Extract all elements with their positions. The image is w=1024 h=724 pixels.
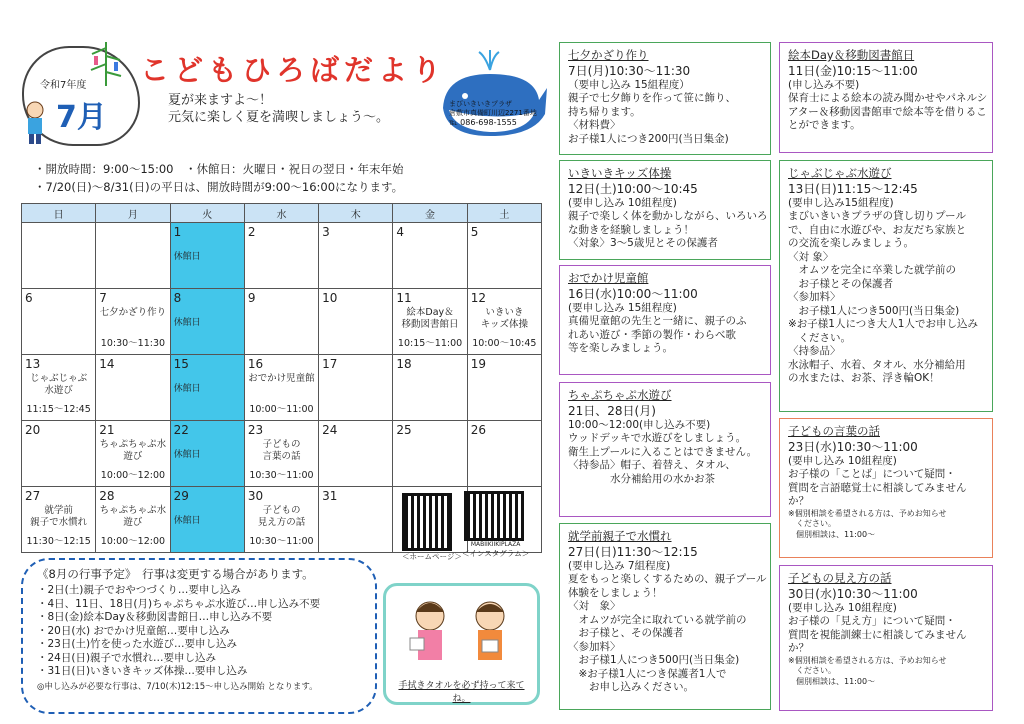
greeting: 夏が来ますよ～！ 元気に楽しく夏を満喫しましょう～。 [168, 93, 390, 125]
august-item: ・2日(土)親子でおやつづくり…要申し込み [37, 584, 241, 596]
event-time: 13日(日)11:15～12:45 [788, 182, 918, 196]
day-number: 28 [99, 489, 115, 503]
calendar-day [22, 223, 96, 289]
day-event-time: 10:15～11:00 [397, 338, 463, 349]
event-line: 体験をしましょう！ [568, 586, 663, 599]
calendar-day [467, 289, 541, 355]
event-line: (要申し込み15組程度) [788, 196, 894, 209]
day-number: 24 [322, 423, 338, 437]
day-number: 23 [247, 423, 264, 437]
calendar-day [244, 487, 318, 553]
event-line: (要申し込み 7組程度) [568, 559, 671, 572]
event-time: 12日(土)10:00～10:45 [568, 182, 698, 196]
event-line: ウッドデッキで水遊びをしましょう。 [568, 432, 747, 444]
event-time: 30日(水)10:30～11:00 [788, 587, 918, 601]
event-title: 七夕かざり作り [568, 48, 649, 62]
event-note: 個別相談は、11:00～ [788, 529, 876, 539]
day-number: 2 [247, 225, 256, 239]
event-line: 親子で七夕飾りを作って笹に飾り、 [568, 92, 736, 104]
day-event: ちゃぷちゃぷ水遊び [99, 505, 167, 528]
calendar-day [22, 289, 96, 355]
day-number: 1 [173, 225, 182, 239]
august-item: ・31日(日)いきいきキッズ体操…要申し込み [37, 665, 248, 677]
event-note: ※個別相談を希望される方は、予めお知らせ [788, 508, 947, 518]
event-line: (要申し込み 15組程度) [568, 301, 677, 314]
august-item: ・20日(水) おでかけ児童館…要申し込み [37, 624, 230, 637]
august-item: ・4日、11日、18日(月)ちゃぷちゃぷ水遊び…申し込み不要 [37, 597, 321, 610]
august-schedule [21, 558, 377, 714]
qr-code-icon [464, 491, 524, 541]
august-heading: 《8月の行事予定》 行事は変更する場合があります。 [37, 567, 314, 581]
event-line: (要申し込み 10組程度) [568, 196, 677, 209]
day-number: 6 [25, 291, 33, 305]
day-number: 29 [173, 489, 189, 503]
event-line: 〈参加料〉 [568, 640, 621, 653]
event-line: お申し込みください。 [568, 681, 694, 693]
event-tanabata [559, 42, 771, 155]
day-number: 3 [322, 225, 330, 239]
event-line: ※お子様1人につき保護者1人で [568, 667, 727, 680]
homepage-qr[interactable]: ＜ホームページ＞ [402, 493, 462, 562]
event-line: 親子で楽しく体を動かしながら、いろいろ [568, 210, 768, 222]
day-event: いきいき キッズ体操 [480, 307, 528, 330]
calendar-day [170, 289, 244, 355]
weekday-header: 火 [170, 204, 244, 223]
calendar-day [22, 421, 96, 487]
weekday-header: 木 [319, 204, 393, 223]
day-event: じゃぶじゃぶ 水遊び [30, 373, 88, 396]
closed-label: 休館日 [173, 252, 201, 262]
calendar-day [467, 223, 541, 289]
calendar-day [170, 223, 244, 289]
day-number: 9 [247, 291, 256, 305]
event-odekake [559, 265, 771, 375]
event-title: 就学前親子で水慣れ [568, 529, 672, 543]
day-number: 11 [396, 291, 412, 305]
event-note: 個別相談は、11:00～ [788, 676, 876, 686]
event-line: お子様1人につき500円(当日集金) [568, 654, 740, 666]
august-item: ・24日(日)親子で水慣れ…要申し込み [37, 651, 217, 664]
event-line: で、自由に水遊びや、お友だち家族と [788, 223, 967, 236]
event-line: アター＆移動図書館車で絵本等を借りるこ [788, 105, 987, 118]
event-line: 水分補給用の水かお茶 [568, 472, 715, 485]
calendar-day [393, 223, 467, 289]
day-event-time: 10:30～11:30 [100, 338, 166, 349]
calendar-day [393, 421, 467, 487]
calendar-day [319, 487, 393, 553]
closed-label: 休館日 [173, 384, 201, 394]
event-jabu [779, 160, 993, 412]
event-line: (要申し込み 10組程度) [788, 601, 897, 614]
event-line: れあい遊び・季節の製作・わらべ歌 [568, 328, 736, 341]
day-event-time: 11:30～12:15 [26, 536, 91, 547]
event-line: 保育士による絵本の読み聞かせやパネルシ [788, 92, 988, 104]
whale-icon [435, 48, 550, 143]
event-time: 27日(日)11:30～12:15 [568, 545, 698, 559]
event-line: オムツを完全に卒業した就学前の [788, 264, 956, 276]
event-chapu [559, 382, 771, 517]
event-note: ください。 [788, 519, 836, 528]
event-title: 子どもの見え方の話 [788, 571, 892, 585]
event-title: 子どもの言葉の話 [788, 424, 880, 438]
event-note: ※個別相談を希望される方は、予めお知らせ [788, 655, 947, 665]
calendar-day [244, 223, 318, 289]
children-towel-icon [388, 590, 538, 676]
weekday-header: 水 [244, 204, 318, 223]
calendar-day [393, 355, 467, 421]
closed-label: 休館日 [173, 318, 201, 328]
event-line: ※お子様1人につき大人1人でお申し込み [788, 318, 978, 330]
event-title: じゃぶじゃぶ水遊び [788, 166, 892, 180]
day-event: ちゃぷちゃぷ水遊び [99, 439, 167, 462]
event-time: 7日(月)10:30～11:30 [568, 64, 691, 78]
weekday-header: 月 [96, 204, 170, 223]
day-number: 20 [25, 423, 41, 437]
day-number: 4 [396, 225, 405, 239]
event-line: 〈材料費〉 [568, 119, 621, 131]
event-ehon [779, 42, 993, 153]
event-line: か？ [788, 642, 809, 654]
calendar-day [319, 355, 393, 421]
day-number: 8 [173, 291, 182, 305]
calendar-day [319, 421, 393, 487]
event-time: 11日(金)10:15～11:00 [788, 64, 918, 78]
day-number: 27 [25, 489, 41, 503]
august-note: ◎申し込みが必要な行事は、7/10(木)12:15～申し込み開始 となります。 [37, 681, 318, 692]
calendar-day [170, 487, 244, 553]
event-line: 〈持参品〉 [788, 345, 841, 357]
event-line: 衛生上プールに入ることはできません。 [568, 445, 758, 458]
event-kotoba [779, 418, 993, 558]
event-line: (要申し込み 10組程度) [788, 454, 897, 467]
day-number: 21 [99, 423, 115, 437]
calendar-day [96, 421, 170, 487]
closed-label: 休館日 [173, 450, 201, 460]
event-line: お子様の「ことば」について疑問・ [788, 468, 956, 480]
calendar-day [96, 289, 170, 355]
event-line: お子様1人につき500円(当日集金) [788, 304, 960, 317]
event-line: 質問を言語聴覚士に相談してみません [788, 481, 967, 494]
event-title: いきいきキッズ体操 [568, 166, 672, 180]
calendar-day [393, 289, 467, 355]
event-line: お子様1人につき200円(当日集金) [568, 132, 729, 145]
event-line: 等を楽しみましょう。 [568, 342, 673, 354]
child-illustration-icon [22, 100, 48, 146]
event-note: ください。 [788, 666, 836, 675]
day-event-time: 10:00～10:45 [472, 338, 537, 349]
event-time: 21日、28日(月) [568, 404, 656, 418]
event-time: 16日(水)10:00～11:00 [568, 287, 698, 301]
page-title: こどもひろばだより [140, 53, 447, 87]
day-number: 25 [396, 423, 412, 437]
instagram-qr[interactable]: MABIIKIIKIPLAZA ＜インスタグラム＞ [462, 491, 529, 559]
day-number: 17 [322, 357, 338, 371]
day-number: 7 [99, 291, 107, 305]
event-line: （要申し込み 15組程度） [568, 78, 690, 91]
day-number: 16 [247, 357, 264, 371]
weekday-header: 土 [467, 204, 541, 223]
event-line: 質問を視能訓練士に相談してみません [788, 628, 967, 641]
day-event-time: 10:00～12:00 [100, 470, 166, 481]
weekday-header: 金 [393, 204, 467, 223]
day-event: 就学前 親子で水慣れ [30, 505, 88, 528]
event-line: まびいきいきプラザの貸し切りプール [788, 210, 966, 222]
calendar-day [96, 355, 170, 421]
day-number: 13 [25, 357, 41, 371]
calendar-day [170, 421, 244, 487]
event-line: お子様と、その保護者 [568, 627, 684, 639]
day-number: 26 [470, 423, 486, 437]
event-line: 10:00～12:00(申し込み不要) [568, 418, 711, 431]
day-event: 子どもの 見え方の話 [257, 505, 306, 528]
calendar-day [244, 355, 318, 421]
day-number: 30 [247, 489, 264, 503]
event-line: の水または、お茶、浮き輪OK！ [788, 372, 940, 384]
event-line: 真備児童館の先生と一緒に、親子のふ [568, 315, 747, 327]
day-event-time: 10:30～11:00 [249, 536, 314, 547]
calendar-day [170, 355, 244, 421]
event-miekata [779, 565, 993, 711]
event-line: か？ [788, 495, 809, 507]
event-line: ください。 [788, 331, 851, 344]
day-event: 絵本Day＆ 移動図書館日 [401, 307, 459, 330]
event-title: ちゃぷちゃぷ水遊び [568, 388, 672, 402]
event-line: 〈参加料〉 [788, 291, 841, 303]
day-event-time: 10:00～11:00 [249, 404, 314, 415]
event-line: 〈対 象〉 [788, 250, 834, 263]
day-number: 15 [173, 357, 189, 371]
day-event-time: 10:00～12:00 [100, 536, 166, 547]
day-event: 七夕かざり作り [99, 307, 167, 318]
event-line: な動きを経験しましょう！ [568, 223, 694, 236]
calendar-day [467, 421, 541, 487]
event-line: 〈対象〉3～5歳児とその保護者 [568, 237, 718, 249]
event-line: 夏をもっと楽しくするための、親子プール [568, 573, 767, 585]
facility-info: まびいきいきプラザ 倉敷市真備町川辺2271番地 ℡ 086-698-1555 [449, 100, 537, 127]
event-line: とができます。 [788, 119, 861, 131]
day-event-time: 10:30～11:00 [249, 470, 314, 481]
calendar-day [319, 289, 393, 355]
day-event: おでかけ児童館 [248, 373, 315, 384]
fiscal-year: 令和7年度 [40, 80, 87, 91]
month-label: 7月 [56, 100, 107, 135]
day-event: 子どもの 言葉の話 [262, 439, 301, 462]
event-line: (申し込み不要) [788, 78, 860, 91]
event-line: オムツが完全に取れている就学前の [568, 613, 747, 626]
event-line: 〈持参品〉帽子、着替え、タオル、 [568, 459, 736, 471]
calendar-day [467, 355, 541, 421]
event-line: 水泳帽子、水着、タオル、水分補給用 [788, 358, 966, 371]
day-event-time: 11:15～12:45 [26, 404, 91, 415]
bamboo-icon [86, 40, 126, 86]
calendar-day [244, 289, 318, 355]
day-number: 5 [470, 225, 479, 239]
event-line: 〈対 象〉 [568, 600, 621, 612]
event-mizunare [559, 523, 771, 710]
calendar-day [244, 421, 318, 487]
calendar-day [22, 487, 96, 553]
calendar-day [22, 355, 96, 421]
day-number: 19 [470, 357, 486, 371]
day-number: 18 [396, 357, 412, 371]
event-line: お子様とその保護者 [788, 277, 893, 290]
towel-notice: 手拭きタオルを必ず持って来てね。 [383, 583, 540, 705]
day-number: 14 [99, 357, 115, 371]
day-number: 12 [470, 291, 486, 305]
day-number: 10 [322, 291, 338, 305]
event-time: 23日(水)10:30～11:00 [788, 440, 918, 454]
event-line: の交流を楽しみましょう。 [788, 237, 914, 249]
august-item: ・8日(金)絵本Day＆移動図書館日…申し込み不要 [37, 611, 273, 623]
event-line: お子様の「見え方」について疑問・ [788, 615, 956, 627]
qr-code-icon [402, 493, 452, 551]
weekday-header: 日 [22, 204, 96, 223]
opening-info: ・開放時間：9:00～15:00 ・休館日：火曜日・祝日の翌日・年末年始 ・7/20(日)～8/31(日)の平日は、開放時間が9:00～16:00になります。 [34, 162, 404, 194]
calendar-day [96, 223, 170, 289]
calendar-day [319, 223, 393, 289]
calendar-day [96, 487, 170, 553]
event-kids-exercise [559, 160, 771, 260]
event-title: 絵本Day＆移動図書館日 [788, 48, 915, 62]
day-number: 31 [322, 489, 338, 503]
event-title: おでかけ児童館 [568, 271, 649, 285]
august-item: ・23日(土)竹を使った水遊び…要申し込み [37, 638, 238, 650]
closed-label: 休館日 [173, 516, 201, 526]
day-number: 22 [173, 423, 189, 437]
event-line: 持ち帰ります。 [568, 105, 641, 118]
